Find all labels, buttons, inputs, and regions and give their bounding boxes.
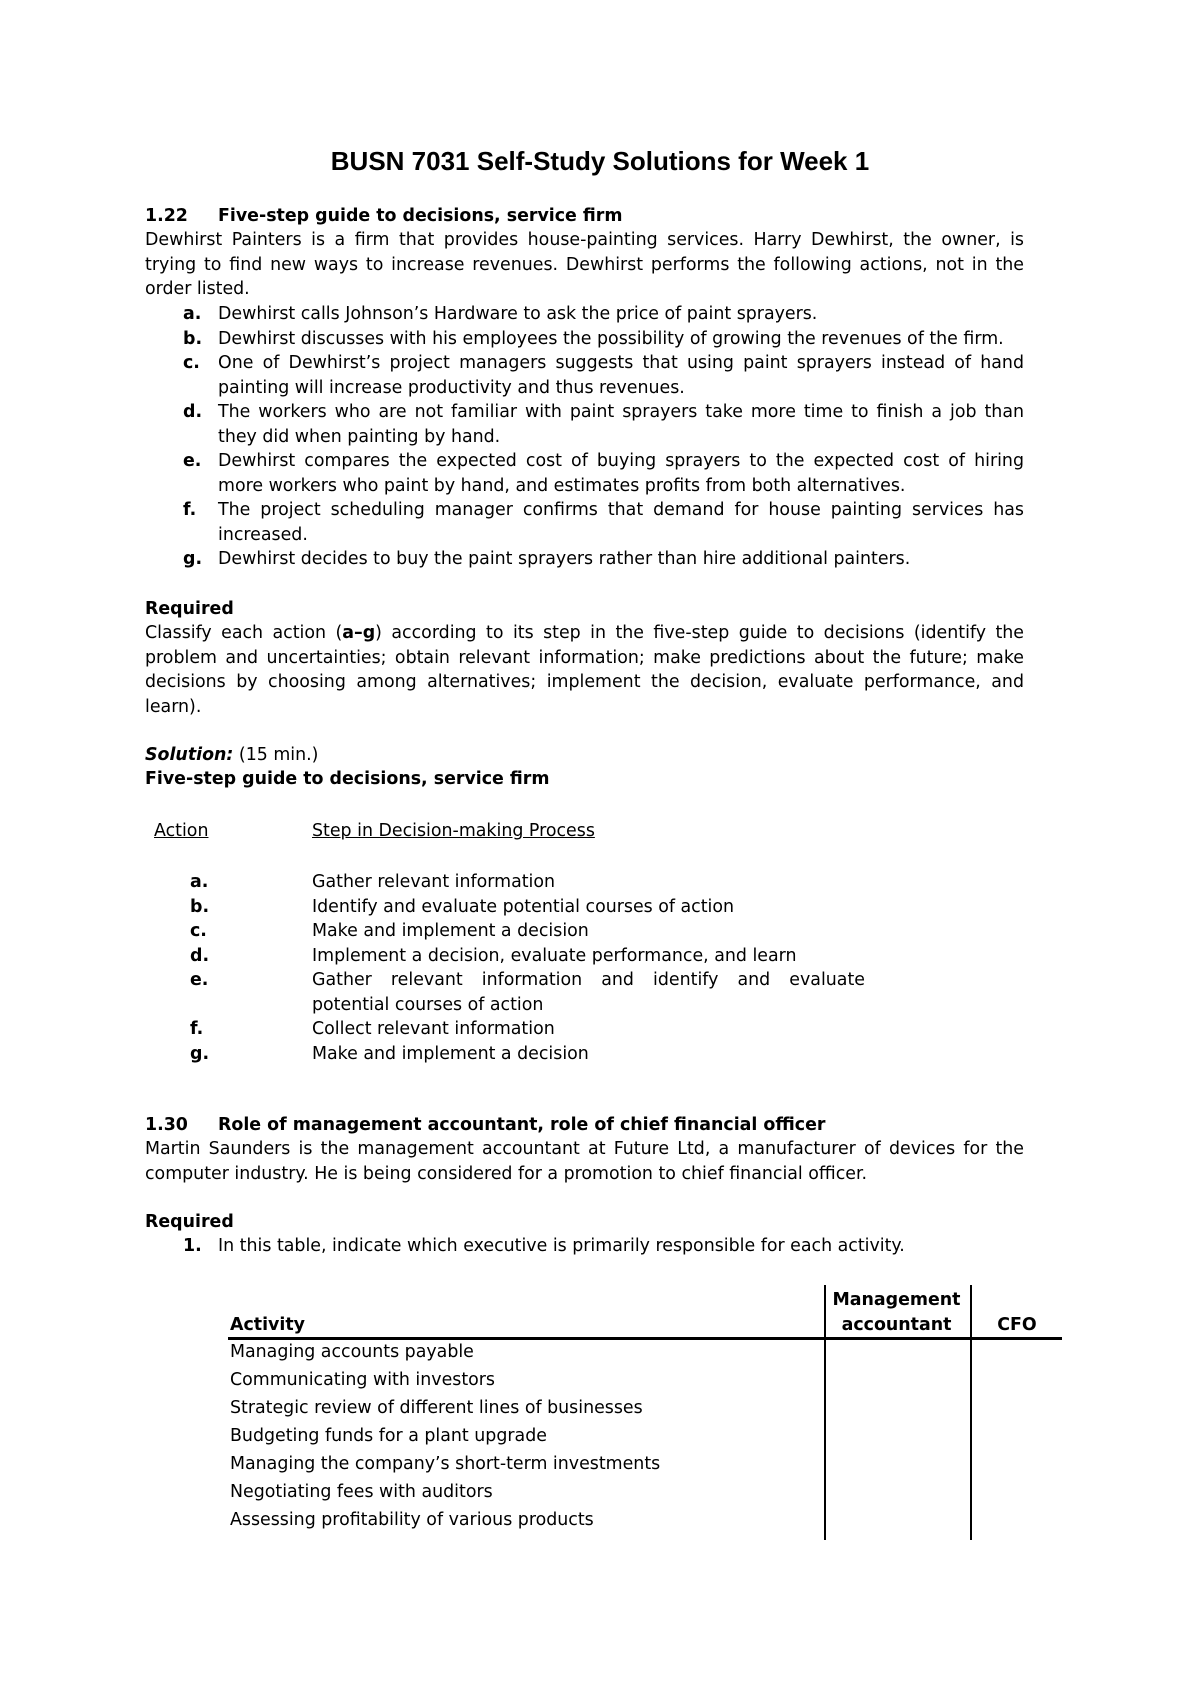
table-row: Managing the company’s short-term investments	[230, 1454, 661, 1474]
required-heading: Required	[145, 599, 234, 619]
solution-label: Solution:	[145, 745, 234, 765]
table-row: Negotiating fees with auditors	[230, 1482, 493, 1502]
answer-row: c. Make and implement a decision	[190, 921, 589, 941]
answer-row: a. Gather relevant information	[190, 872, 556, 892]
column-header-cfo: CFO	[997, 1315, 1037, 1335]
required-paragraph: Classify each action (a–g) according to its step in the five-step guide to decisions (identify the problem and uncertainties; obtain relevant information; make predictions about the future; make decisions by choosing among alternatives; implement the decision, evaluate performance, and learn).	[145, 623, 1024, 717]
column-header-management-accountant-line2: accountant	[841, 1315, 952, 1335]
answer-list	[145, 870, 865, 1066]
list-item: g. Dewhirst decides to buy the paint sprayers rather than hire additional painters.	[183, 549, 911, 569]
required-heading: Required	[145, 1212, 234, 1232]
answer-row: f. Collect relevant information	[190, 1019, 555, 1039]
list-item: e. Dewhirst compares the expected cost of buying sprayers to the expected cost of hiring more workers who paint by hand, and estimates profits from both alternatives.	[183, 451, 1024, 496]
column-header-step: Step in Decision-making Process	[312, 821, 595, 841]
table-divider	[824, 1285, 826, 1540]
solution-heading: Five-step guide to decisions, service firm	[145, 769, 550, 789]
column-header-management-accountant-line1: Management	[832, 1290, 961, 1310]
intro-paragraph: Dewhirst Painters is a firm that provides house-painting services. Harry Dewhirst, the owner, is trying to find new ways to increase revenues. Dewhirst performs the following actions, not in the order listed.	[145, 230, 1024, 299]
list-item: c. One of Dewhirst’s project managers suggests that using paint sprayers instead of hand painting will increase productivity and thus revenues.	[183, 353, 1024, 398]
table-row: Communicating with investors	[230, 1370, 495, 1390]
required-item: 1. In this table, indicate which executive is primarily responsible for each activity.	[183, 1236, 905, 1256]
answer-row: b. Identify and evaluate potential courses of action	[190, 896, 735, 917]
answer-row: d. Implement a decision, evaluate performance, and learn	[190, 945, 797, 966]
table-row: Budgeting funds for a plant upgrade	[230, 1426, 547, 1446]
list-item: f. The project scheduling manager confirms that demand for house painting services has increased.	[183, 500, 1024, 545]
section-heading-1-30	[145, 1113, 825, 1138]
list-item: b. Dewhirst discusses with his employees the possibility of growing the revenues of the firm.	[183, 328, 1004, 349]
list-item: a. Dewhirst calls Johnson’s Hardware to ask the price of paint sprayers.	[183, 304, 818, 324]
table-row: Strategic review of different lines of businesses	[230, 1398, 643, 1418]
table-row: Managing accounts payable	[230, 1342, 474, 1362]
solution-time: (15 min.)	[233, 745, 319, 765]
answer-row: g. Make and implement a decision	[190, 1043, 589, 1064]
table-divider	[970, 1285, 972, 1540]
section-number: 1.30	[145, 1115, 188, 1135]
section-number: 1.22	[145, 206, 188, 226]
section-heading-1-22	[145, 204, 623, 229]
intro-paragraph: Martin Saunders is the management accountant at Future Ltd, a manufacturer of devices for the computer industry. He is being considered for a promotion to chief financial officer.	[145, 1139, 1024, 1184]
table-row: Assessing profitability of various products	[230, 1510, 594, 1530]
column-header-activity: Activity	[230, 1315, 305, 1335]
solution-line	[145, 743, 318, 768]
column-header-action: Action	[154, 821, 209, 841]
section-title: Role of management accountant, role of chief financial officer	[218, 1115, 826, 1135]
list-item: d. The workers who are not familiar with paint sprayers take more time to finish a job than they did when painting by hand.	[183, 402, 1024, 447]
answer-row: e. Gather relevant information and identify and evaluate potential courses of action	[190, 970, 865, 1015]
document-title: BUSN 7031 Self-Study Solutions for Week 1	[330, 146, 870, 176]
section-title: Five-step guide to decisions, service firm	[218, 206, 623, 226]
action-list	[145, 302, 1024, 572]
